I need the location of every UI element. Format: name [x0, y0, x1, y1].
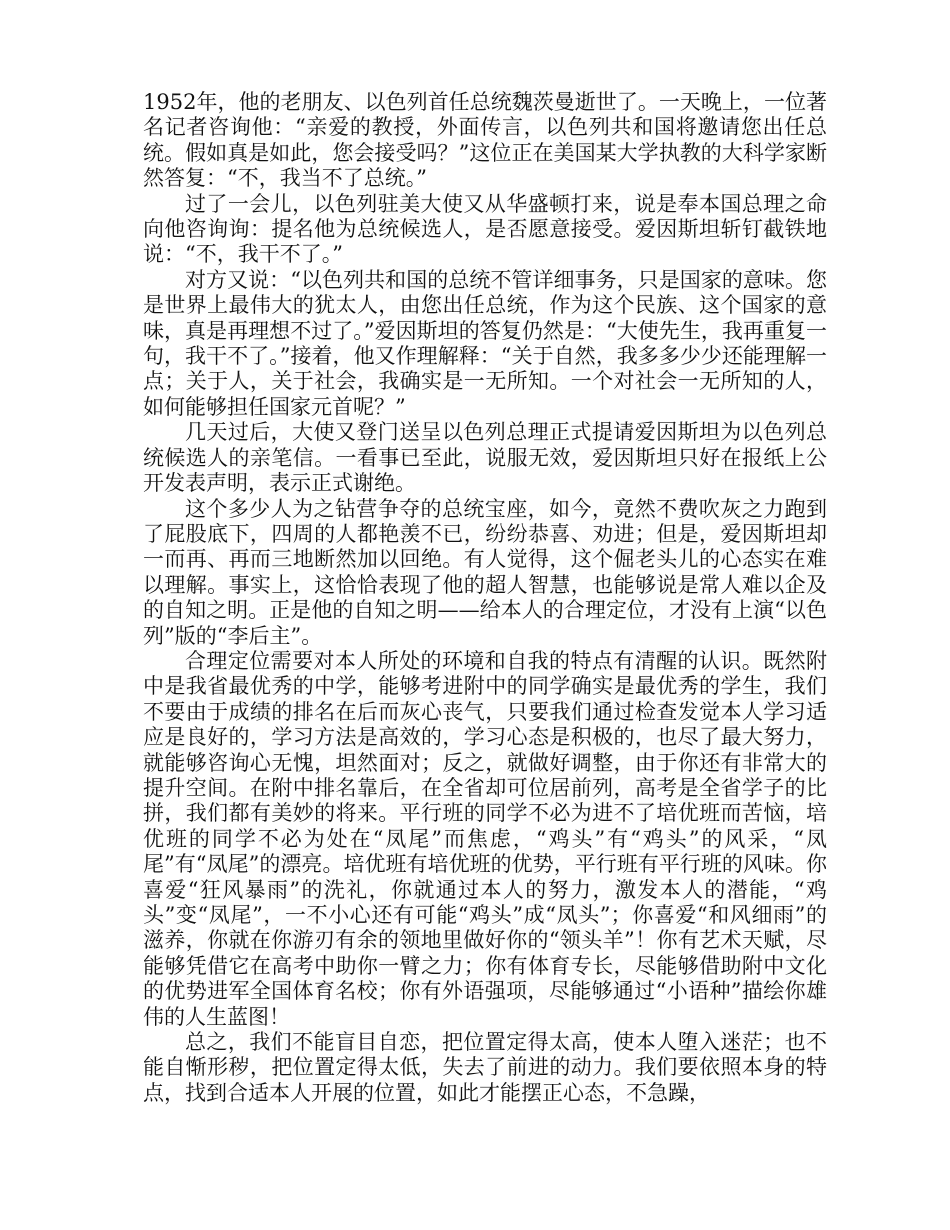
paragraph-6: 合理定位需要对本人所处的环境和自我的特点有清醒的认识。既然附中是我省最优秀的中学，能够考进附中的同学确实是最优秀的学生，我们不要由于成绩的排名在后而灰心丧气，只要我们通过检查发觉本人学习适应是良好的，学习方法是高效的，学习心态是积极的，也尽了最大努力，就能够咨询心无愧，坦然面对；反之，就做好调整，由于你还有非常大的提升空间。在附中排名靠后，在全省却可位居前列，高考是全省学子的比拼，我们都有美妙的将来。平行班的同学不必为进不了培优班而苦恼，培优班的同学不必为处在“凤尾”而焦虑，“鸡头”有“鸡头”的风采，“凤尾”有“凤尾”的漂亮。培优班有培优班的优势，平行班有平行班的风味。你喜爱“狂风暴雨”的洗礼，你就通过本人的努力，激发本人的潜能，“鸡头”变“凤尾”，一不小心还有可能“鸡头”成“凤头”；你喜爱“和风细雨”的滋养，你就在你游刃有余的领地里做好你的“领头羊”！你有艺术天赋，尽能够凭借它在高考中助你一臂之力；你有体育专长，尽能够借助附中文化的优势进军全国体育名校；你有外语强项，尽能够通过“小语种”描绘你雄伟的人生蓝图！ — [143, 648, 827, 1029]
paragraph-7: 总之，我们不能盲目自恋，把位置定得太高，使本人堕入迷茫；也不能自惭形秽，把位置定得太低，失去了前进的动力。我们要依照本身的特点，找到合适本人开展的位置，如此才能摆正心态，不急躁， — [143, 1030, 827, 1105]
document-page — [143, 90, 827, 1106]
paragraph-4: 几天过后，大使又登门送呈以色列总理正式提请爱因斯坦为以色列总统候选人的亲笔信。一看事已至此，说服无效，爱因斯坦只好在报纸上公开发表声明，表示正式谢绝。 — [143, 420, 827, 496]
paragraph-2: 过了一会儿，以色列驻美大使又从华盛顿打来，说是奉本国总理之命向他咨询询：提名他为总统候选人，是否愿意接受。爱因斯坦斩钉截铁地说：“不，我干不了。” — [143, 191, 827, 267]
paragraph-1: 1952年，他的老朋友、以色列首任总统魏茨曼逝世了。一天晚上，一位著名记者咨询他：“亲爱的教授，外面传言，以色列共和国将邀请您出任总统。假如真是如此，您会接受吗？”这位正在美国某大学执教的大科学家断然答复：“不，我当不了总统。” — [143, 90, 827, 191]
paragraph-3: 对方又说：“以色列共和国的总统不管详细事务，只是国家的意味。您是世界上最伟大的犹太人，由您出任总统，作为这个民族、这个国家的意味，真是再理想不过了。”爱因斯坦的答复仍然是：“大使先生，我再重复一句，我干不了。”接着，他又作理解释：“关于自然，我多多少少还能理解一点；关于人，关于社会，我确实是一无所知。一个对社会一无所知的人，如何能够担任国家元首呢？” — [143, 267, 827, 419]
paragraph-5: 这个多少人为之钻营争夺的总统宝座，如今，竟然不费吹灰之力跑到了屁股底下，四周的人都艳羡不已，纷纷恭喜、劝进；但是，爱因斯坦却一而再、再而三地断然加以回绝。有人觉得，这个倔老头儿的心态实在难以理解。事实上，这恰恰表现了他的超人智慧，也能够说是常人难以企及的自知之明。正是他的自知之明——给本人的合理定位，才没有上演“以色列”版的“李后主”。 — [143, 496, 827, 648]
